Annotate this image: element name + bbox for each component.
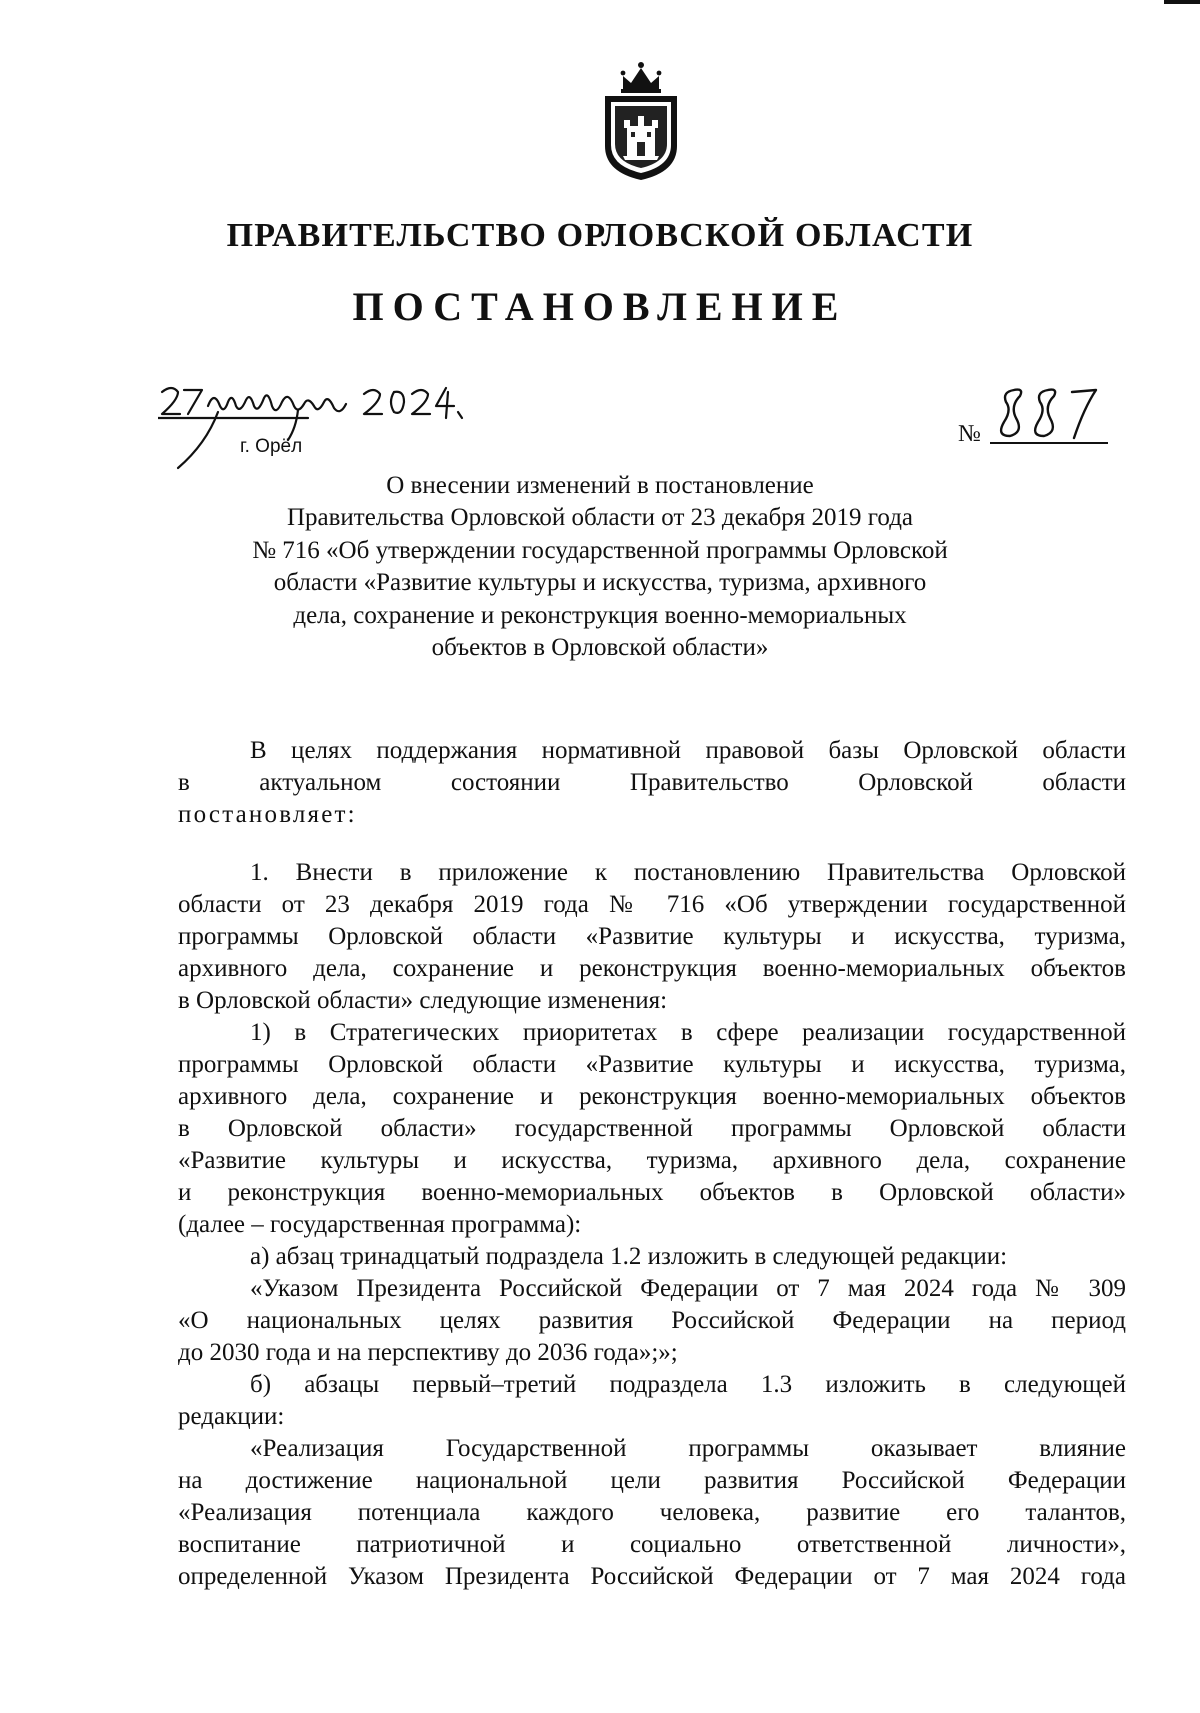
government-title: ПРАВИТЕЛЬСТВО ОРЛОВСКОЙ ОБЛАСТИ [226, 217, 974, 254]
subject-line: области «Развитие культуры и искусства, туризма, архивного [273, 569, 927, 597]
item-1-line: 1. Внести в приложение к постановлению Правительства Орловской [250, 859, 1126, 886]
city-label: г. Орёл [240, 436, 303, 457]
subject-line: Правительства Орловской области от 23 декабря 2019 года [286, 504, 914, 532]
item-1-line: в Орловской области» следующие изменения: [178, 987, 668, 1014]
number-underline [990, 442, 1108, 444]
subitem-a-line: а) абзац тринадцатый подраздела 1.2 изложить в следующей редакции: [250, 1243, 1008, 1270]
subject-line: № 716 «Об утверждении государственной программы Орловской [252, 536, 948, 564]
quote-b-line: определенной Указом Президента Российской Федерации от 7 мая 2024 года [178, 1563, 1126, 1590]
resolution-word: постановляет: [178, 801, 357, 828]
subitem-1-line: в Орловской области» государственной программы Орловской области [178, 1115, 1126, 1142]
subitem-1-line: программы Орловской области «Развитие культуры и искусства, туризма, [178, 1051, 1126, 1078]
quote-b-line: «Реализация потенциала каждого человека, развитие его талантов, [178, 1499, 1126, 1526]
preamble-line: в актуальном состоянии Правительство Орловской области [178, 769, 1126, 796]
subject-line: О внесении изменений в постановление [386, 472, 814, 499]
quote-a-line: «Указом Президента Российской Федерации от 7 мая 2024 года № 309 [250, 1275, 1126, 1302]
subject-line: дела, сохранение и реконструкция военно-мемориальных [293, 601, 907, 629]
item-1-line: архивного дела, сохранение и реконструкция военно-мемориальных объектов [178, 955, 1126, 982]
subitem-1-line: (далее – государственная программа): [178, 1211, 582, 1238]
subitem-b-line: редакции: [178, 1403, 285, 1430]
handwritten-date [158, 384, 528, 474]
subitem-1-line: 1) в Стратегических приоритетах в сфере реализации государственной [250, 1019, 1126, 1046]
quote-a-line: до 2030 года и на перспективу до 2036 года»;»; [178, 1339, 678, 1366]
subject-line: объектов в Орловской области» [431, 634, 769, 662]
handwritten-number [990, 386, 1110, 446]
quote-b-line: на достижение национальной цели развития Российской Федерации [178, 1467, 1126, 1494]
quote-a-line: «О национальных целях развития Российской Федерации на период [178, 1307, 1126, 1334]
coat-of-arms-emblem [593, 56, 689, 184]
subitem-1-line: и реконструкция военно-мемориальных объектов в Орловской области» [178, 1179, 1126, 1206]
subitem-b-line: б) абзацы первый–третий подраздела 1.3 изложить в следующей [250, 1371, 1126, 1398]
document-body [178, 735, 1126, 1593]
item-1-line: программы Орловской области «Развитие культуры и искусства, туризма, [178, 923, 1126, 950]
quote-b-line: воспитание патриотичной и социально ответственной личности», [178, 1531, 1126, 1558]
document-type-title: ПОСТАНОВЛЕНИЕ [352, 284, 848, 329]
item-1-line: области от 23 декабря 2019 года № 716 «Об утверждении государственной [178, 891, 1126, 918]
subitem-1-line: архивного дела, сохранение и реконструкция военно-мемориальных объектов [178, 1083, 1126, 1110]
subitem-1-line: «Развитие культуры и искусства, туризма, архивного дела, сохранение [178, 1147, 1126, 1174]
preamble-line: В целях поддержания нормативной правовой базы Орловской области [250, 737, 1126, 764]
quote-b-line: «Реализация Государственной программы оказывает влияние [250, 1435, 1126, 1462]
number-sign: № [958, 421, 981, 447]
document-subject [200, 470, 1000, 664]
scan-edge-mark [1164, 0, 1200, 4]
